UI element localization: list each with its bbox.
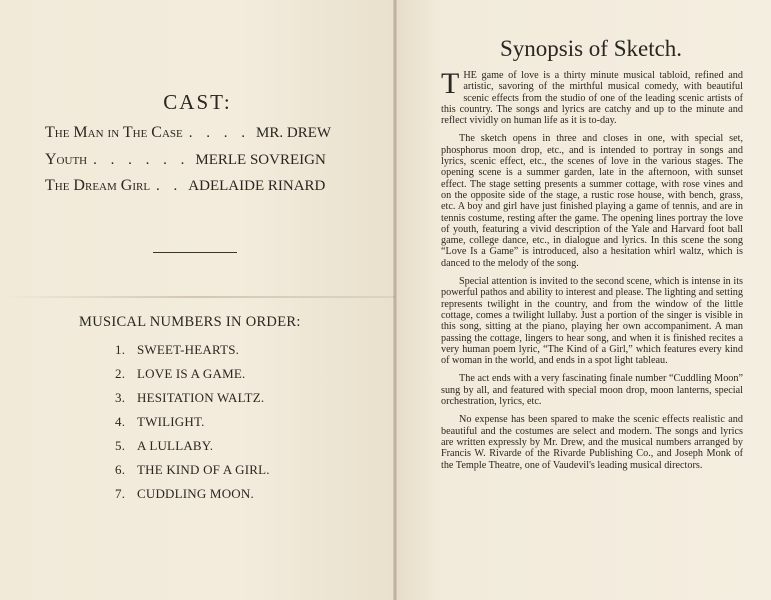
synopsis-paragraph: The sketch opens in three and closes in one, with special set, phosphorus moon drop, etc., and is intended to portray in songs and lyrics, scenic effect, etc., the scenes of love in the various stages. The opening scene is a summer garden, late in the afternoon, with sunset effect. The stage setting presents a summer cottage, with rose vines and on the opposite side of the stage, a rustic rose house, with bench, grass, etc. A boy and girl have just finished playing a game of tennis, and are in tennis costume, resting after the game. The opening lines portray the love of youth, featuring a vivid description of the Yale and Harvard foot ball game, college dance, etc., in dialogue and lyrics. In this scene the song “Love Is a Game” is introduced, also a hesitation whirl waltz, which is danced to the melody of the song.: [441, 133, 743, 269]
item-number: 7.: [115, 486, 126, 501]
musical-numbers-title: MUSICAL NUMBERS IN ORDER:: [79, 314, 301, 330]
drop-cap: T: [441, 67, 460, 100]
paragraph-text: HE game of love is a thirty minute musical tabloid, refined and artistic, savoring of the mirthful musical comedy, with beautiful scenic effects from the studio of one of the leading scenic artists of this country. The songs and lyrics are catchy and up to the minute and reflect vividly on human life as it is to-day.: [441, 70, 743, 127]
divider-rule: [153, 252, 237, 253]
list-item: [115, 342, 270, 366]
cast-actor: MERLE SOVREIGN: [195, 152, 326, 168]
item-label: CUDDLING MOON.: [137, 486, 254, 501]
list-item: [115, 462, 270, 486]
cast-dots: . . . . . .: [93, 152, 190, 168]
cast-actor: MR. DREW: [256, 125, 332, 141]
item-label: HESITATION WALTZ.: [137, 390, 265, 405]
cast-role: The Dream Girl: [45, 177, 151, 194]
item-label: A LULLABY.: [137, 438, 214, 453]
cast-dots: . . . .: [188, 125, 251, 141]
list-item: [115, 366, 270, 390]
item-number: 6.: [115, 462, 126, 477]
item-number: 2.: [115, 366, 126, 381]
synopsis-paragraph: [441, 67, 743, 127]
synopsis-title: Synopsis of Sketch.: [499, 36, 683, 61]
musical-numbers-list: [115, 342, 270, 510]
list-item: [115, 390, 270, 414]
synopsis-body: [441, 67, 743, 478]
item-number: 5.: [115, 438, 126, 453]
list-item: [115, 438, 270, 462]
item-label: THE KIND OF A GIRL.: [137, 462, 270, 477]
cast-title: CAST:: [163, 90, 232, 114]
item-label: SWEET-HEARTS.: [137, 342, 240, 357]
item-label: LOVE IS A GAME.: [137, 366, 246, 381]
cast-role: Youth: [45, 151, 88, 168]
cast-row: [45, 151, 355, 169]
item-label: TWILIGHT.: [137, 414, 205, 429]
cast-role: The Man in The Case: [45, 124, 183, 141]
cast-row: [45, 124, 355, 142]
fold-crease: [0, 296, 395, 298]
item-number: 4.: [115, 414, 126, 429]
item-number: 1.: [115, 342, 126, 357]
item-number: 3.: [115, 390, 126, 405]
list-item: [115, 486, 270, 510]
cast-dots: . .: [156, 178, 183, 194]
synopsis-paragraph: Special attention is invited to the second scene, which is intense in its powerful pathos and ability to interest and please. The lighting and setting represents twilight in the country, and from the window of the little cottage, comes a twilight lullaby. Just a portion of the singer is visible in this song, sitting at the piano, playing her own accompaniment. A man passing the cottage, lingers to hear song, and when it is finished recites a very human poem lyric, “The Kind of a Girl,” which features every kind of woman in the world, and ends in a spot light tableau.: [441, 276, 743, 367]
synopsis-paragraph: No expense has been spared to make the scenic effects realistic and beautiful and the costumes are select and modern. The songs and lyrics are written expressly by Mr. Drew, and the musical numbers arranged by Francis W. Rivarde of the Rivarde Publishing Co., and Joseph Monk of the Temple Theatre, one of Vaudevil's leading musical directors.: [441, 414, 743, 471]
list-item: [115, 414, 270, 438]
cast-actor: ADELAIDE RINARD: [188, 178, 326, 194]
synopsis-paragraph: The act ends with a very fascinating finale number “Cuddling Moon” sung by all, and featured with special moon drop, moon lanterns, special orchestration, lyrics, etc.: [441, 373, 743, 408]
cast-row: [45, 177, 355, 195]
